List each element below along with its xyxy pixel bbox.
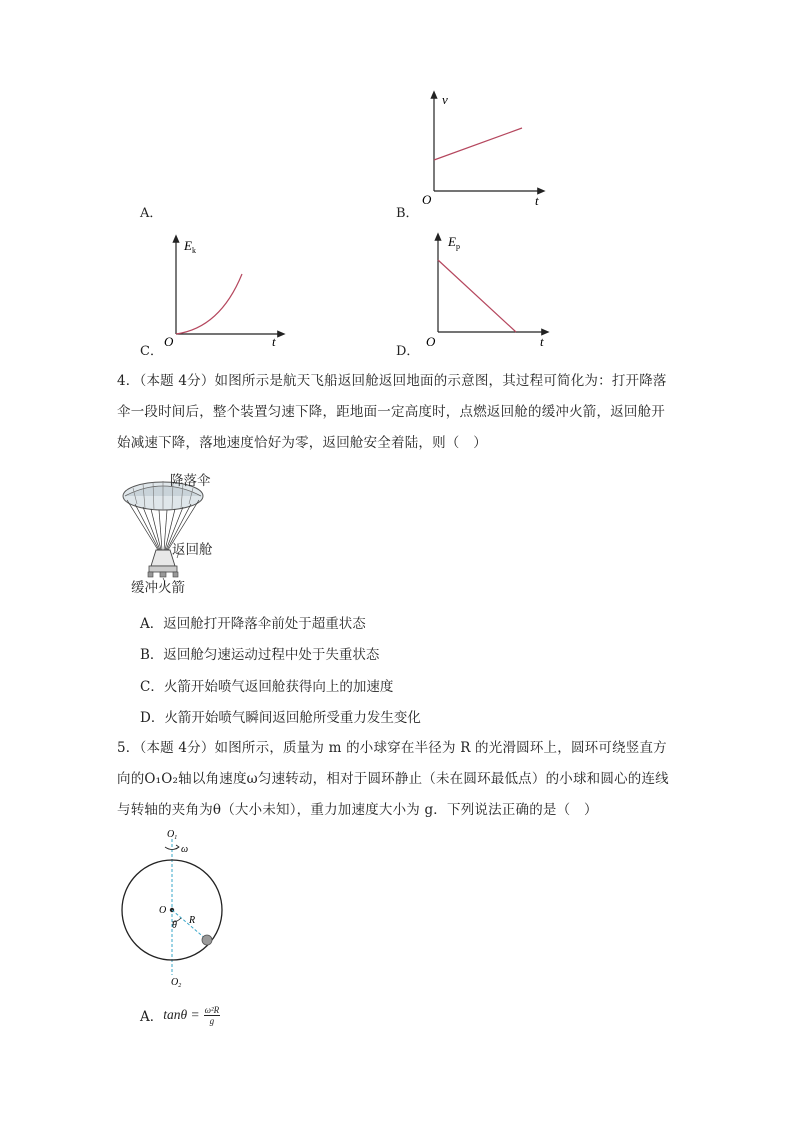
label-parachute: 降落伞 — [170, 473, 211, 489]
q5-line-3: 与转轴的夹角为θ（大小未知），重力加速度大小为 g．下列说法正确的是（ ） — [117, 802, 598, 818]
label-o2: $O_2$ — [171, 977, 182, 989]
graph-b-origin: O — [422, 192, 432, 207]
q5-line-2: 向的O₁O₂轴以角速度ω匀速转动，相对于圆环静止（未在圆环最低点）的小球和圆心的连线 — [117, 771, 669, 787]
ring-figure — [115, 825, 230, 990]
option-c-label: C． — [140, 344, 163, 359]
q4-line-1: 4．（本题 4分）如图所示是航天飞船返回舱返回地面的示意图，其过程可简化为：打开降落 — [117, 373, 667, 389]
option-a-label: A． — [140, 206, 163, 221]
fraction-numerator: ω²R — [204, 1004, 220, 1015]
graph-b-line — [434, 128, 522, 160]
q4-line-2: 伞一段时间后，整个装置匀速下降，距地面一定高度时，点燃返回舱的缓冲火箭，返回舱开 — [117, 404, 665, 420]
graph-d-line — [438, 260, 516, 332]
graph-c-origin: O — [164, 334, 174, 349]
question-5-text — [117, 733, 697, 826]
graph-d-x-label: t — [540, 334, 544, 349]
label-r: R — [189, 915, 196, 926]
graph-c-curve — [176, 274, 242, 334]
graph-c-x-label: t — [272, 334, 276, 349]
graph-b-y-label: v — [442, 92, 448, 107]
graph-b — [400, 88, 550, 213]
label-capsule: 返回舱 — [172, 542, 213, 558]
q4-option-b: B．返回舱匀速运动过程中处于失重状态 — [140, 647, 380, 663]
graph-c-y-label: $E_k$ — [184, 238, 196, 255]
graph-c — [160, 232, 290, 350]
q5-option-a-lhs: tanθ = — [163, 1007, 200, 1022]
graph-d — [420, 230, 555, 350]
fraction-denominator: g — [209, 1015, 215, 1026]
label-theta: θ — [172, 920, 177, 931]
q4-option-d: D．火箭开始喷气瞬间返回舱所受重力发生变化 — [140, 710, 421, 726]
q5-option-a-prefix: A． — [140, 1009, 164, 1025]
graph-d-origin: O — [426, 334, 436, 349]
option-b-label: B． — [396, 206, 419, 221]
q4-line-3: 始减速下降，落地速度恰好为零，返回舱安全着陆，则（ ） — [117, 435, 487, 451]
ball — [202, 935, 212, 945]
q5-option-a — [140, 1000, 220, 1030]
question-4-text — [117, 366, 697, 459]
q4-option-a: A．返回舱打开降落伞前处于超重状态 — [140, 616, 366, 632]
q4-option-c: C．火箭开始喷气返回舱获得向上的加速度 — [140, 679, 394, 695]
option-d-label: D． — [396, 344, 420, 359]
q5-line-1: 5．（本题 4分）如图所示，质量为 m 的小球穿在半径为 R 的光滑圆环上，圆环可绕竖直方 — [117, 740, 667, 756]
graph-b-x-label: t — [535, 193, 539, 208]
label-o: O — [159, 905, 167, 916]
label-omega: ω — [181, 844, 189, 855]
label-rocket: 缓冲火箭 — [131, 580, 185, 596]
graph-d-y-label: $E_p$ — [448, 234, 460, 251]
label-o1: $O_1$ — [167, 829, 178, 841]
q5-option-a-fraction — [204, 1005, 221, 1026]
